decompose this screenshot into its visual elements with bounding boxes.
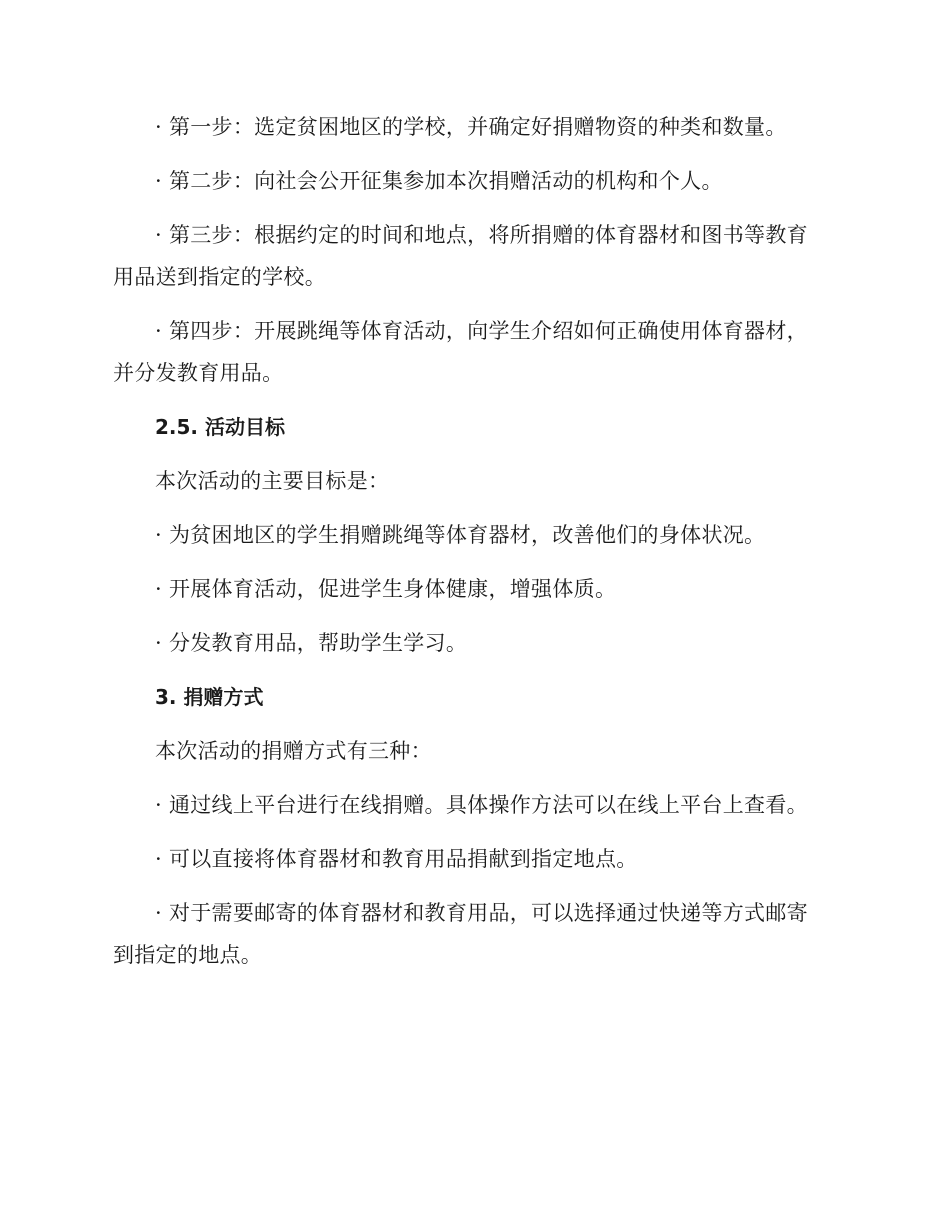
section-heading-methods: 3. 捐赠方式 <box>155 685 264 709</box>
step-1-paragraph: · 第一步：选定贫困地区的学校，并确定好捐赠物资的种类和数量。 <box>155 115 787 139</box>
section-heading-goals: 2.5. 活动目标 <box>155 415 285 439</box>
method-item-1: · 通过线上平台进行在线捐赠。具体操作方法可以在线上平台上查看。 <box>155 793 808 817</box>
goal-item-3: · 分发教育用品，帮助学生学习。 <box>155 631 468 655</box>
method-item-3: · 对于需要邮寄的体育器材和教育用品，可以选择通过快递等方式邮寄到指定的地点。 <box>113 901 808 967</box>
goals-intro: 本次活动的主要目标是： <box>155 469 390 493</box>
step-4-paragraph: · 第四步：开展跳绳等体育活动，向学生介绍如何正确使用体育器材，并分发教育用品。 <box>113 319 808 385</box>
step-2-paragraph: · 第二步：向社会公开征集参加本次捐赠活动的机构和个人。 <box>155 169 723 193</box>
methods-intro: 本次活动的捐赠方式有三种： <box>155 739 432 763</box>
step-3-paragraph: · 第三步：根据约定的时间和地点，将所捐赠的体育器材和图书等教育用品送到指定的学校。 <box>113 223 808 289</box>
goal-item-1: · 为贫困地区的学生捐赠跳绳等体育器材，改善他们的身体状况。 <box>155 523 766 547</box>
method-item-2: · 可以直接将体育器材和教育用品捐献到指定地点。 <box>155 847 638 871</box>
goal-item-2: · 开展体育活动，促进学生身体健康，增强体质。 <box>155 577 617 601</box>
document-body <box>113 106 825 988</box>
